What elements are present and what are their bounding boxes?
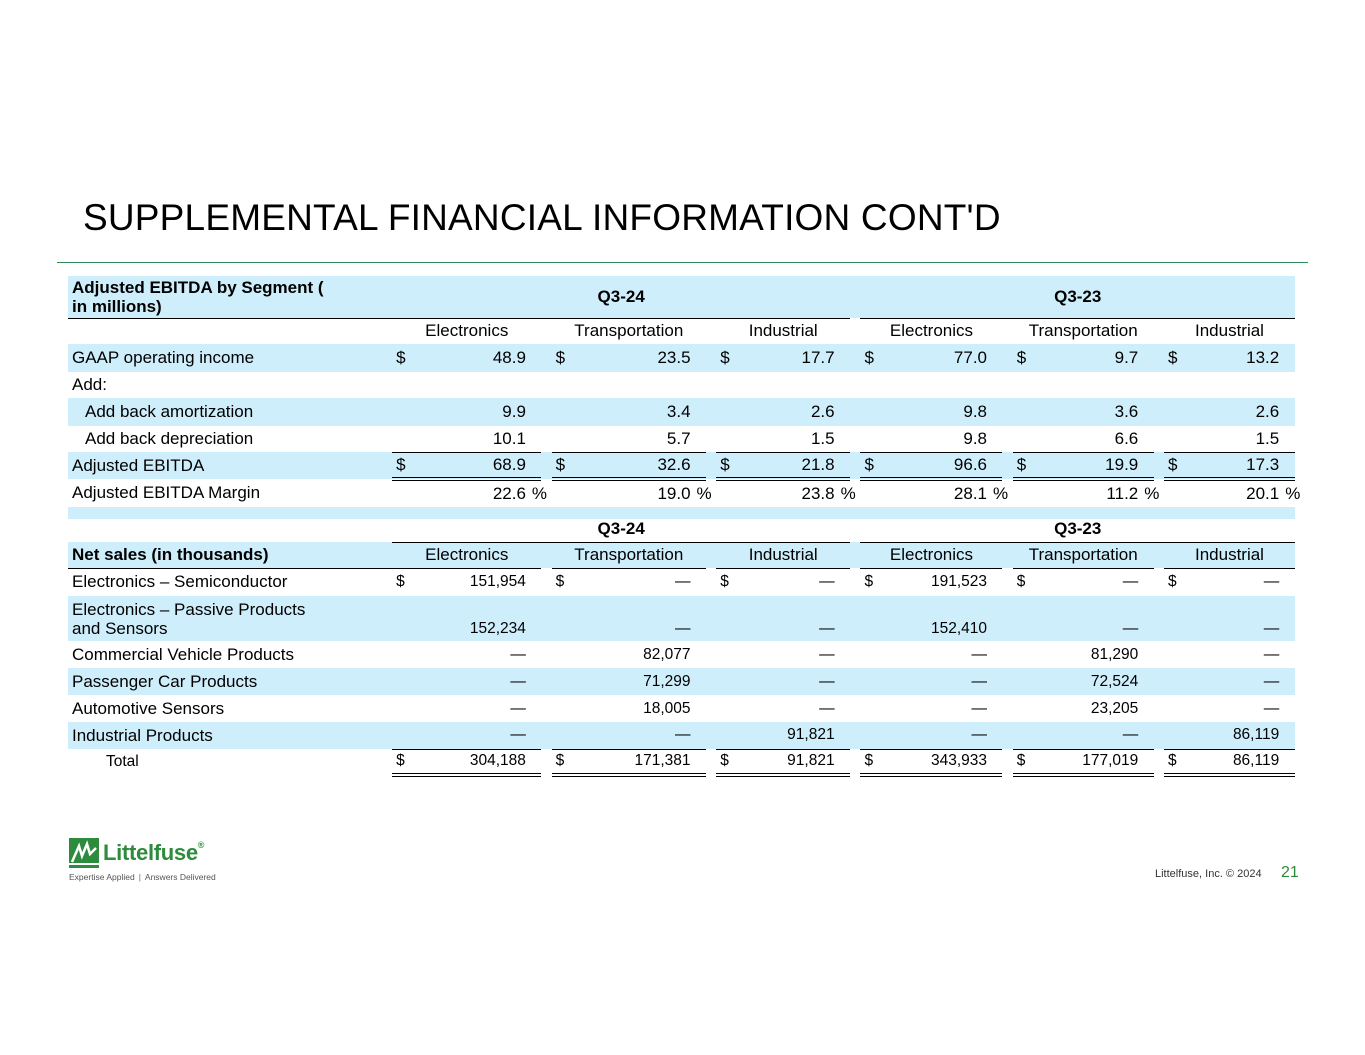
tagline-separator: | (138, 872, 141, 882)
currency-symbol: $ (860, 452, 881, 479)
row-label: Commercial Vehicle Products (72, 644, 295, 664)
cell-value: 71,299 (572, 668, 690, 695)
cell-value: 86,119 (1185, 749, 1280, 775)
currency-symbol: $ (552, 344, 573, 372)
currency-symbol: $ (716, 749, 737, 775)
cell-value: 9.7 (1033, 344, 1138, 372)
col-electronics-q3-23: Electronics (860, 542, 1002, 568)
cell-value: 2.6 (1185, 398, 1280, 426)
cell-value: 21.8 (737, 452, 835, 479)
col-electronics-q3-24: Electronics (425, 321, 509, 341)
cell-value: — (1263, 645, 1280, 663)
currency-symbol: $ (392, 452, 413, 479)
col-industrial-q3-23: Industrial (1194, 321, 1264, 341)
cell-value: — (881, 668, 987, 695)
ebitda-column-header-row (68, 318, 1295, 344)
table-row (68, 749, 1295, 775)
period-q3-23: Q3-23 (860, 276, 1295, 318)
cell-value: — (572, 596, 690, 641)
currency-symbol: $ (1013, 344, 1034, 372)
cell-value: — (819, 645, 835, 663)
cell-value: 5.7 (572, 426, 690, 452)
row-label: GAAP operating income (68, 344, 392, 372)
cell-value: 3.6 (1033, 398, 1138, 426)
col-industrial-q3-24: Industrial (748, 321, 818, 341)
row-label: Passenger Car Products (68, 668, 392, 695)
cell-value: — (413, 722, 526, 749)
cell-value: 304,188 (413, 749, 526, 775)
percent-sign: % (993, 484, 1009, 503)
page-number: 21 (1281, 864, 1299, 881)
company-logo (69, 838, 216, 882)
col-transportation-q3-23: Transportation (1028, 321, 1138, 341)
currency-symbol: $ (716, 344, 737, 372)
col-transportation-q3-23: Transportation (1013, 542, 1154, 568)
row-label: Adjusted EBITDA Margin (72, 483, 261, 502)
col-industrial-q3-23: Industrial (1164, 542, 1295, 568)
currency-symbol: $ (720, 573, 729, 591)
col-electronics-q3-24: Electronics (392, 542, 541, 568)
tagline-right: Answers Delivered (144, 872, 216, 882)
row-label: Automotive Sensors (72, 698, 225, 718)
col-electronics-q3-23: Electronics (889, 321, 974, 341)
table-row (68, 452, 1295, 479)
cell-value: — (1033, 722, 1138, 749)
col-industrial-q3-24: Industrial (716, 542, 850, 568)
period-q3-24: Q3-24 (392, 276, 850, 318)
cell-value: — (1263, 699, 1280, 717)
percent-sign: % (696, 484, 712, 503)
cell-value: 18,005 (643, 699, 691, 717)
cell-value: 91,821 (737, 722, 835, 749)
row-label: Industrial Products (68, 722, 392, 749)
currency-symbol: $ (552, 749, 573, 775)
cell-value: 177,019 (1033, 749, 1138, 775)
cell-value: — (413, 668, 526, 695)
cell-value: 68.9 (413, 452, 526, 479)
table-row (68, 426, 1295, 452)
row-label-line2: and Sensors (72, 618, 168, 638)
currency-symbol: $ (392, 749, 413, 775)
page-title: SUPPLEMENTAL FINANCIAL INFORMATION CONT'D (83, 197, 1001, 238)
cell-value: 17.3 (1185, 452, 1280, 479)
cell-value: — (819, 573, 835, 591)
row-label (68, 596, 392, 641)
cell-value: — (737, 668, 835, 695)
cell-value: 86,119 (1185, 722, 1280, 749)
cell-value: — (1263, 573, 1280, 591)
logo-registered-mark: ® (197, 840, 205, 850)
cell-value: 23,205 (1090, 699, 1139, 717)
table-row (68, 641, 1295, 668)
ebitda-header-label-line2: in millions) (72, 296, 162, 316)
cell-value: — (881, 722, 987, 749)
cell-value: 3.4 (572, 398, 690, 426)
currency-symbol: $ (1013, 452, 1034, 479)
ebitda-header-label-line1: Adjusted EBITDA by Segment ( (72, 277, 324, 297)
cell-value: 17.7 (737, 344, 835, 372)
cell-value: — (1185, 596, 1280, 641)
cell-value: 22.6 (492, 484, 526, 503)
cell-value: — (572, 722, 690, 749)
table-row (68, 479, 1295, 507)
currency-symbol: $ (860, 344, 881, 372)
row-label: Add: (72, 375, 107, 394)
currency-symbol: $ (552, 452, 573, 479)
cell-value: — (971, 699, 988, 717)
cell-value: 32.6 (572, 452, 690, 479)
currency-symbol: $ (716, 452, 737, 479)
table-row (68, 722, 1295, 749)
cell-value: — (971, 645, 988, 663)
cell-value: 10.1 (413, 426, 526, 452)
cell-value: 2.6 (737, 398, 835, 426)
currency-symbol: $ (396, 573, 405, 591)
col-transportation-q3-24: Transportation (552, 542, 706, 568)
cell-value: 9.9 (413, 398, 526, 426)
cell-value: 72,524 (1033, 668, 1138, 695)
row-label-line1: Electronics – Passive Products (72, 599, 306, 619)
ebitda-header-row (68, 276, 1295, 318)
cell-value: 20.1 (1246, 484, 1280, 503)
logo-wordmark (103, 840, 204, 866)
copyright-text: Littelfuse, Inc. © 2024 (1155, 868, 1262, 880)
cell-value: 11.2 (1106, 484, 1139, 503)
percent-sign: % (531, 484, 548, 503)
table-row (68, 568, 1295, 596)
cell-value: 151,954 (469, 573, 526, 591)
cell-value: 1.5 (737, 426, 835, 452)
cell-value: 82,077 (643, 645, 691, 663)
currency-symbol: $ (392, 344, 413, 372)
ebitda-header-label (68, 276, 392, 318)
cell-value: 1.5 (1185, 426, 1280, 452)
cell-value: 23.5 (572, 344, 690, 372)
cell-value: 96.6 (881, 452, 987, 479)
col-transportation-q3-24: Transportation (574, 321, 684, 341)
littelfuse-logo-icon (69, 838, 99, 868)
cell-value: — (1122, 573, 1139, 591)
currency-symbol: $ (1167, 573, 1177, 591)
cell-value: — (819, 699, 835, 717)
currency-symbol: $ (1164, 344, 1185, 372)
currency-symbol: $ (860, 749, 881, 775)
table-row (68, 596, 1295, 641)
cell-value: 9.8 (881, 426, 987, 452)
row-label: Add back depreciation (85, 429, 254, 448)
row-label: Electronics – Semiconductor (72, 572, 288, 592)
row-label-total: Total (106, 753, 139, 770)
currency-symbol: $ (1016, 573, 1026, 591)
cell-value: — (1033, 596, 1138, 641)
currency-symbol: $ (1164, 452, 1185, 479)
cell-value: 343,933 (881, 749, 987, 775)
row-label: Adjusted EBITDA (68, 452, 392, 479)
cell-value: 171,381 (572, 749, 690, 775)
cell-value: 13.2 (1185, 344, 1280, 372)
cell-value: 152,410 (881, 596, 987, 641)
table-row (68, 668, 1295, 695)
currency-symbol: $ (555, 573, 565, 591)
cell-value: 48.9 (413, 344, 526, 372)
tagline (69, 872, 216, 882)
cell-value: — (737, 596, 835, 641)
net-sales-column-header-row (68, 542, 1295, 568)
cell-value: 152,234 (413, 596, 526, 641)
table-row (68, 398, 1295, 426)
percent-sign: % (1285, 484, 1301, 503)
cell-value: 191,523 (930, 573, 988, 591)
table-row (68, 695, 1295, 722)
percent-sign: % (840, 484, 856, 503)
period-q3-23: Q3-23 (860, 516, 1295, 542)
cell-value: 6.6 (1033, 426, 1138, 452)
currency-symbol: $ (1164, 749, 1185, 775)
cell-value: 19.0 (657, 484, 691, 503)
percent-sign: % (1144, 484, 1160, 503)
cell-value: 9.8 (881, 398, 987, 426)
cell-value: 81,290 (1090, 645, 1139, 663)
net-sales-table (68, 516, 1295, 777)
period-q3-24: Q3-24 (392, 516, 850, 542)
title-divider (57, 262, 1308, 263)
cell-value: — (510, 699, 526, 717)
cell-value: 28.1 (953, 484, 988, 503)
ebitda-table (68, 276, 1301, 519)
cell-value: 23.8 (801, 484, 835, 503)
cell-value: 77.0 (881, 344, 987, 372)
net-sales-header-label: Net sales (in thousands) (68, 542, 392, 568)
table-row (68, 372, 1295, 398)
table-row (68, 344, 1295, 372)
logo-text: Littelfuse (103, 840, 198, 865)
cell-value: 19.9 (1033, 452, 1138, 479)
cell-value: 91,821 (737, 749, 835, 775)
row-label: Add back amortization (68, 398, 392, 426)
cell-value: — (510, 645, 526, 663)
tagline-left: Expertise Applied (69, 872, 135, 882)
cell-value: — (1185, 668, 1280, 695)
cell-value: — (675, 573, 691, 591)
currency-symbol: $ (1013, 749, 1034, 775)
currency-symbol: $ (864, 573, 874, 591)
net-sales-period-row (68, 516, 1295, 542)
